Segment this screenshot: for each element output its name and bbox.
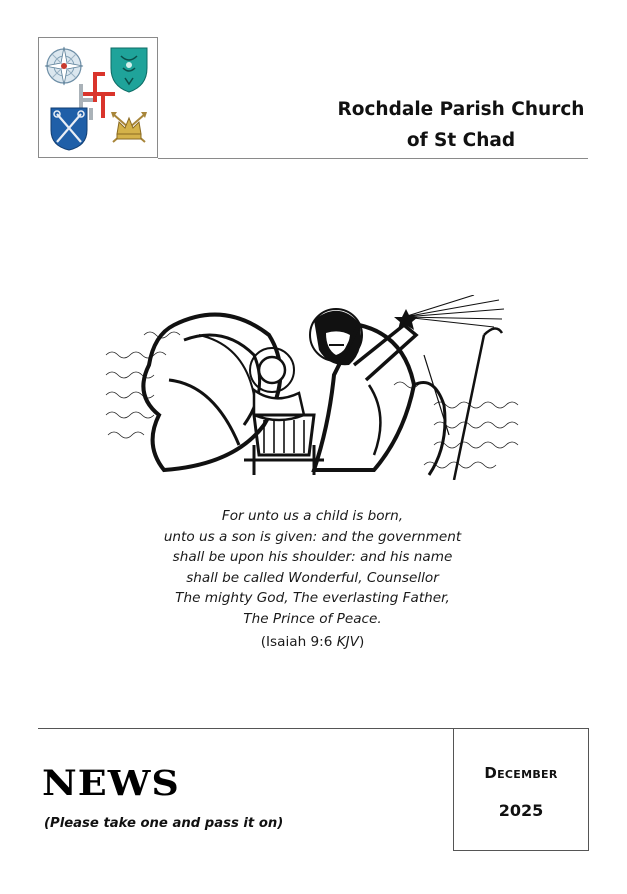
parish-crest-icon: [39, 38, 157, 157]
verse-line: For unto us a child is born,: [221, 508, 404, 524]
verse-line: unto us a son is given: and the government: [163, 528, 462, 545]
scripture-verse: [140, 506, 485, 629]
issue-month: December: [484, 764, 558, 782]
header-divider: [158, 158, 588, 159]
citation-version: KJV: [336, 634, 359, 650]
citation-reference: (Isaiah 9:6: [260, 634, 337, 650]
compass-rose-icon: [45, 47, 83, 85]
church-title: [330, 94, 592, 156]
church-title-line2: of St Chad: [406, 130, 516, 151]
nativity-icon: [104, 295, 520, 480]
footer-divider: [38, 728, 453, 729]
nativity-illustration: [104, 295, 520, 480]
teal-shield-icon: [111, 48, 147, 92]
verse-line: The mighty God, The everlasting Father,: [175, 590, 450, 606]
verse-line: shall be upon his shoulder: and his name: [172, 549, 453, 565]
parish-crest-logo: [38, 37, 158, 158]
blue-shield-keys-icon: [51, 108, 87, 150]
citation-close: ): [358, 634, 365, 650]
crown-arrows-icon: [111, 112, 147, 142]
church-title-line1: Rochdale Parish Church: [337, 99, 585, 120]
verse-line: shall be called Wonderful, Counsellor: [186, 569, 439, 586]
issue-date-box: [453, 728, 589, 851]
news-subtitle: (Please take one and pass it on): [44, 816, 284, 831]
scripture-citation: [140, 634, 485, 650]
verse-line: The Prince of Peace.: [243, 610, 382, 627]
issue-year: 2025: [498, 801, 544, 820]
news-title: NEWS: [42, 762, 180, 804]
